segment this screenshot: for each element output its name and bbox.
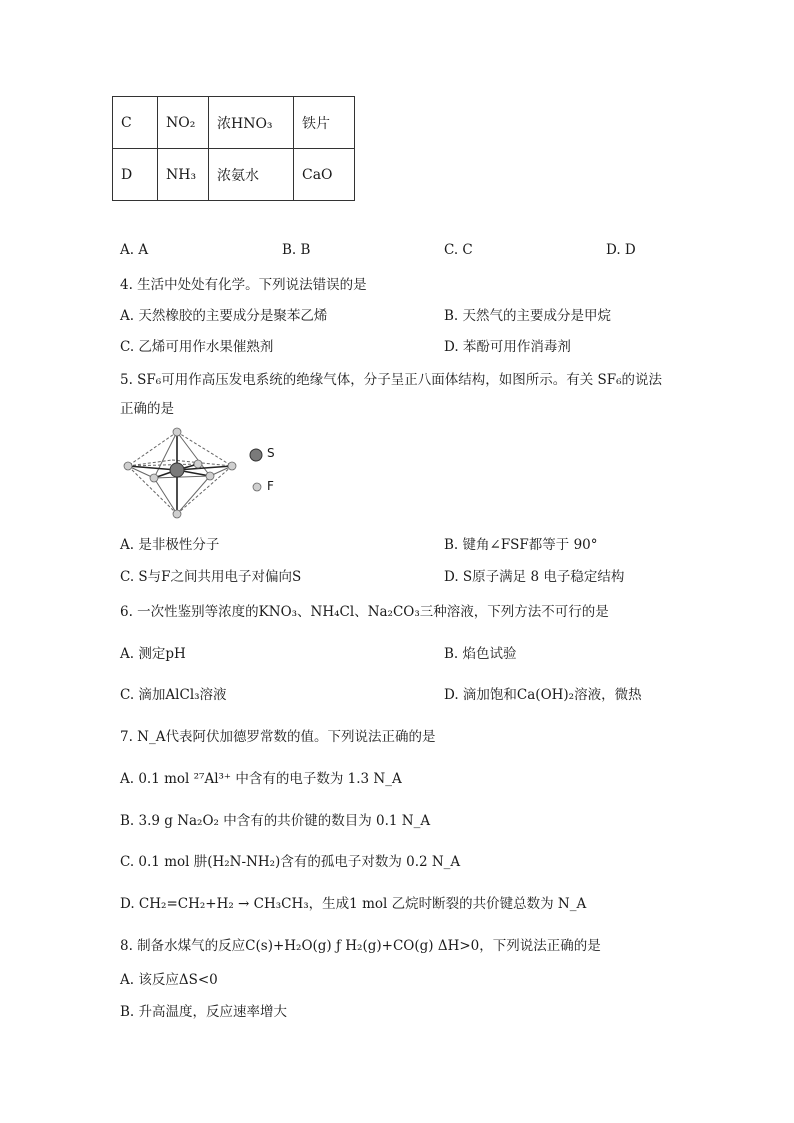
- q4-option-b: B. 天然气的主要成分是甲烷: [444, 308, 612, 324]
- s-legend-label: S: [267, 446, 275, 460]
- q7-option-d: D. CH₂=CH₂+H₂ → CH₃CH₃，生成1 mol 乙烷时断裂的共价键总数为 N_A: [120, 896, 587, 912]
- q6-option-a: A. 测定pH: [120, 646, 186, 662]
- q7-option-a: A. 0.1 mol ²⁷Al³⁺ 中含有的电子数为 1.3 N_A: [120, 771, 402, 787]
- q5-stem: 5. SF₆可用作高压发电系统的绝缘气体，分子呈正八面体结构，如图所示。有关 SF₆的说法: [120, 372, 663, 388]
- f-atom: [173, 428, 181, 436]
- sf6-octahedron-diagram: [120, 424, 240, 522]
- table-row: [113, 149, 355, 201]
- q7-stem: 7. N_A代表阿伏加德罗常数的值。下列说法正确的是: [120, 729, 436, 745]
- table-cell: 浓HNO₃: [209, 97, 294, 149]
- q5-option-d: D. S原子满足 8 电子稳定结构: [444, 569, 625, 585]
- f-atom: [194, 460, 202, 468]
- q8-stem: 8. 制备水煤气的反应C(s)+H₂O(g) ƒ H₂(g)+CO(g) ΔH>0，下列说法正确的是: [120, 938, 601, 954]
- q8-option-b: B. 升高温度，反应速率增大: [120, 1004, 288, 1020]
- q3-option-d: D. D: [606, 242, 636, 258]
- f-atom: [228, 462, 236, 470]
- s-atom: [170, 463, 184, 477]
- q6-option-d: D. 滴加饱和Ca(OH)₂溶液，微热: [444, 687, 642, 703]
- s-atom-legend-icon: [248, 447, 264, 463]
- q5-stem-continued: 正确的是: [120, 401, 174, 417]
- q4-option-c: C. 乙烯可用作水果催熟剂: [120, 339, 274, 355]
- table-cell: CaO: [294, 149, 355, 201]
- q7-option-b: B. 3.9 g Na₂O₂ 中含有的共价键的数目为 0.1 N_A: [120, 813, 431, 829]
- f-atom: [124, 462, 132, 470]
- q8-option-a: A. 该反应ΔS<0: [120, 972, 218, 988]
- q6-stem: 6. 一次性鉴别等浓度的KNO₃、NH₄Cl、Na₂CO₃三种溶液，下列方法不可行的是: [120, 604, 609, 620]
- q5-option-b: B. 键角∠FSF都等于 90°: [444, 537, 598, 553]
- table-cell: 浓氨水: [209, 149, 294, 201]
- q4-stem: 4. 生活中处处有化学。下列说法错误的是: [120, 277, 367, 293]
- q3-option-a: A. A: [120, 242, 149, 258]
- q4-option-a: A. 天然橡胶的主要成分是聚苯乙烯: [120, 308, 328, 324]
- f-atom-legend-icon: [251, 481, 263, 493]
- table-cell: NO₂: [158, 97, 209, 149]
- table-row: [113, 97, 355, 149]
- q5-option-a: A. 是非极性分子: [120, 537, 220, 553]
- table-cell: NH₃: [158, 149, 209, 201]
- q4-option-d: D. 苯酚可用作消毒剂: [444, 339, 571, 355]
- q7-option-c: C. 0.1 mol 肼(H₂N-NH₂)含有的孤电子对数为 0.2 N_A: [120, 854, 461, 870]
- table-cell: C: [113, 97, 158, 149]
- f-atom: [173, 510, 181, 518]
- q6-option-c: C. 滴加AlCl₃溶液: [120, 687, 227, 703]
- f-legend-label: F: [267, 479, 274, 493]
- f-atom: [150, 474, 158, 482]
- q3-option-c: C. C: [444, 242, 473, 258]
- reagent-table: [112, 96, 355, 201]
- table-cell: D: [113, 149, 158, 201]
- q6-option-b: B. 焰色试验: [444, 646, 517, 662]
- table-cell: 铁片: [294, 97, 355, 149]
- q5-option-c: C. S与F之间共用电子对偏向S: [120, 569, 302, 585]
- f-atom: [206, 472, 214, 480]
- q3-option-b: B. B: [282, 242, 311, 258]
